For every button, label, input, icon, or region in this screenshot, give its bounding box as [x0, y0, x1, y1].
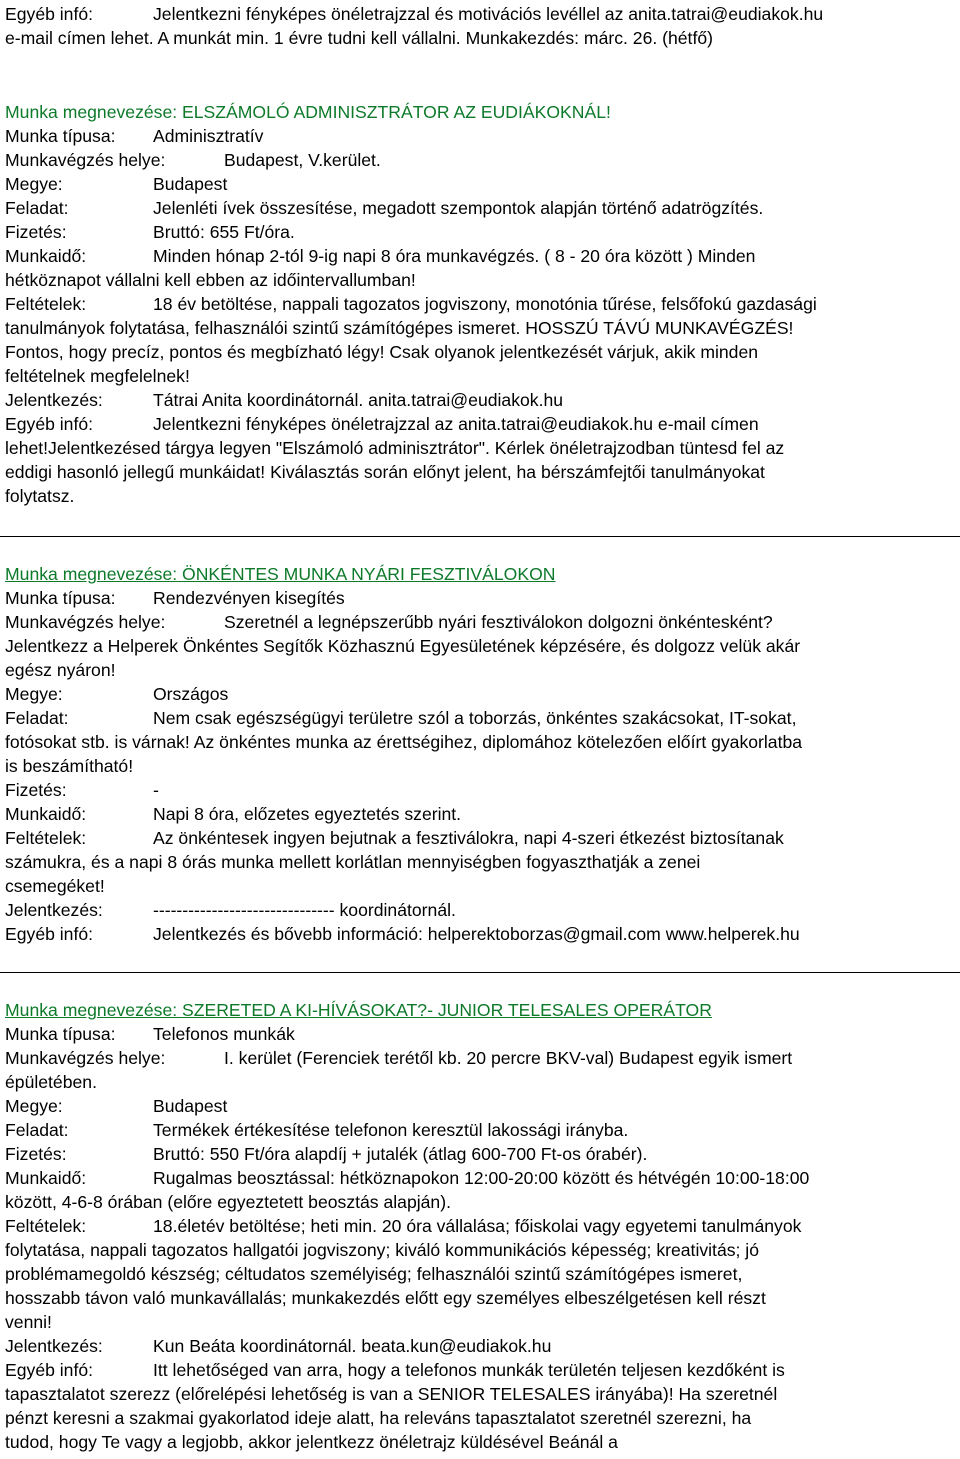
text-line: eddigi hasonló jellegű munkáidat! Kiválasztás során előnyt jelent, ha bérszámfejtői tanulmányokat [5, 462, 765, 482]
job-listing-3 [5, 998, 809, 1454]
value-munkaido: Napi 8 óra, előzetes egyeztetés szerint. [153, 804, 462, 824]
value-fizetes: Bruttó: 655 Ft/óra. [153, 222, 295, 242]
value-jelentkezes: ------------------------------- koordinátornál. [153, 900, 456, 920]
value-egyeb: Jelentkezni fényképes önéletrajzzal és motivációs levéllel az anita.tatrai@eudiakok.hu [153, 4, 824, 24]
text-line: hosszabb távon való munkavállalás; munkakezdés előtt egy személyes elbeszélgetésen kell részt [5, 1288, 766, 1308]
text-line: folytatsz. [5, 486, 75, 506]
text-line: Jelentkezz a Helperek Önkéntes Segítők Közhasznú Egyesületének képzésére, és dolgozz velük akár [5, 636, 801, 656]
top-block [5, 2, 823, 50]
value-megye: Budapest [153, 1096, 228, 1116]
value-feltetelek: 18 év betöltése, nappali tagozatos jogviszony, monotónia tűrése, felsőfokú gazdasági [153, 294, 817, 314]
value-feladat: Jelenléti ívek összesítése, megadott szempontok alapján történő adatrögzítés. [153, 198, 764, 218]
label-feladat: Feladat: [5, 1120, 69, 1140]
text-line: épületében. [5, 1072, 97, 1092]
text-line: e-mail címen lehet. A munkát min. 1 évre tudni kell vállalni. Munkakezdés: márc. 26. (hétfő) [5, 28, 713, 48]
label-megye: Megye: [5, 174, 63, 194]
job-title: Munka megnevezése: SZERETED A KI-HÍVÁSOKAT?- JUNIOR TELESALES OPERÁTOR [5, 1000, 712, 1020]
value-feladat: Nem csak egészségügyi területre szól a toborzás, önkéntes szakácsokat, IT-sokat, [153, 708, 797, 728]
value-jelentkezes: Kun Beáta koordinátornál. beata.kun@eudiakok.hu [153, 1336, 552, 1356]
value-egyeb: Jelentkezés és bővebb információ: helperektoborzas@gmail.com www.helperek.hu [153, 924, 800, 944]
job-title: Munka megnevezése: ÖNKÉNTES MUNKA NYÁRI FESZTIVÁLOKON [5, 564, 556, 584]
text-line: is beszámítható! [5, 756, 134, 776]
label-tipus: Munka típusa: [5, 126, 116, 146]
label-jelentkezes: Jelentkezés: [5, 390, 103, 410]
label-jelentkezes: Jelentkezés: [5, 1336, 103, 1356]
text-line: tudod, hogy Te vagy a legjobb, akkor jelentkezz önéletrajz küldésével Beánál a [5, 1432, 618, 1452]
text-line: lehet!Jelentkezésed tárgya legyen "Elszámoló adminisztrátor". Kérlek önéletrajzodban tüntesd fel az [5, 438, 785, 458]
label-feltetelek: Feltételek: [5, 294, 87, 314]
text-line: pénzt keresni a szakmai gyakorlatod ideje alatt, ha releváns tapasztalatot szeretnél szerezni, ha [5, 1408, 752, 1428]
label-fizetes: Fizetés: [5, 222, 67, 242]
label-egyeb: Egyéb infó: [5, 924, 94, 944]
text-line: tapasztalatot szerezz (előrelépési lehetőség is van a SENIOR TELESALES irányába)! Ha szeretnél [5, 1384, 778, 1404]
label-feltetelek: Feltételek: [5, 828, 87, 848]
value-hely: Szeretnél a legnépszerűbb nyári fesztiválokon dolgozni önkéntesként? [224, 612, 773, 632]
label-munkaido: Munkaidő: [5, 1168, 87, 1188]
separator-line [0, 536, 960, 537]
job-listing-2 [5, 562, 802, 946]
value-jelentkezes: Tátrai Anita koordinátornál. anita.tatrai@eudiakok.hu [153, 390, 564, 410]
text-line: Fontos, hogy precíz, pontos és megbízható légy! Csak olyanok jelentkezését várjuk, akik minden [5, 342, 759, 362]
label-megye: Megye: [5, 684, 63, 704]
text-line: fotósokat stb. is várnak! Az önkéntes munka az érettségihez, diplomához kötelezően előírt gyakorlatba [5, 732, 803, 752]
label-egyeb: Egyéb infó: [5, 414, 94, 434]
label-megye: Megye: [5, 1096, 63, 1116]
text-line: problémamegoldó készség; céltudatos személyiség; felhasználói szintű számítógépes ismeret, [5, 1264, 743, 1284]
value-feladat: Termékek értékesítése telefonon keresztül lakossági irányba. [153, 1120, 629, 1140]
value-hely: Budapest, V.kerület. [224, 150, 381, 170]
value-megye: Országos [153, 684, 229, 704]
job-title: Munka megnevezése: ELSZÁMOLÓ ADMINISZTRÁTOR AZ EUDIÁKOKNÁL! [5, 102, 611, 122]
label-fizetes: Fizetés: [5, 780, 67, 800]
label-munkaido: Munkaidő: [5, 246, 87, 266]
label-munkaido: Munkaidő: [5, 804, 87, 824]
value-munkaido: Minden hónap 2-tól 9-ig napi 8 óra munkavégzés. ( 8 - 20 óra között ) Minden [153, 246, 756, 266]
text-line: csemegéket! [5, 876, 105, 896]
text-line: feltételnek megfelelnek! [5, 366, 190, 386]
value-tipus: Adminisztratív [153, 126, 264, 146]
text-line: venni! [5, 1312, 52, 1332]
value-tipus: Rendezvényen kisegítés [153, 588, 345, 608]
label-jelentkezes: Jelentkezés: [5, 900, 103, 920]
value-fizetes: Bruttó: 550 Ft/óra alapdíj + jutalék (átlag 600-700 Ft-os órabér). [153, 1144, 648, 1164]
value-fizetes: - [153, 780, 159, 800]
value-munkaido: Rugalmas beosztással: hétköznapokon 12:00-20:00 között és hétvégén 10:00-18:00 [153, 1168, 810, 1188]
label-feladat: Feladat: [5, 198, 69, 218]
value-feltetelek: Az önkéntesek ingyen bejutnak a fesztiválokra, napi 4-szeri étkezést biztosítanak [153, 828, 784, 848]
value-megye: Budapest [153, 174, 228, 194]
text-line: hétköznapot vállalni kell ebben az időintervallumban! [5, 270, 416, 290]
value-egyeb: Itt lehetőséged van arra, hogy a telefonos munkák területén teljesen kezdőként is [153, 1360, 785, 1380]
label-egyeb: Egyéb infó: [5, 4, 94, 24]
text-line: egész nyáron! [5, 660, 116, 680]
separator-line [0, 972, 960, 973]
text-line: folytatása, nappali tagozatos hallgatói jogviszony; kiváló kommunikációs képesség; kreativitás; jó [5, 1240, 759, 1260]
value-tipus: Telefonos munkák [153, 1024, 295, 1044]
text-line: számukra, és a napi 8 órás munka mellett korlátlan mennyiségben fogyaszthatják a zenei [5, 852, 701, 872]
label-tipus: Munka típusa: [5, 588, 116, 608]
value-egyeb: Jelentkezni fényképes önéletrajzzal az anita.tatrai@eudiakok.hu e-mail címen [153, 414, 759, 434]
label-hely: Munkavégzés helye: [5, 612, 166, 632]
value-hely: I. kerület (Ferenciek terétől kb. 20 percre BKV-val) Budapest egyik ismert [224, 1048, 793, 1068]
label-egyeb: Egyéb infó: [5, 1360, 94, 1380]
label-fizetes: Fizetés: [5, 1144, 67, 1164]
label-hely: Munkavégzés helye: [5, 1048, 166, 1068]
label-feltetelek: Feltételek: [5, 1216, 87, 1236]
label-tipus: Munka típusa: [5, 1024, 116, 1044]
text-line: tanulmányok folytatása, felhasználói szintű számítógépes ismeret. HOSSZÚ TÁVÚ MUNKAVÉGZÉS! [5, 318, 794, 338]
label-feladat: Feladat: [5, 708, 69, 728]
job-listing-1 [5, 100, 817, 508]
label-hely: Munkavégzés helye: [5, 150, 166, 170]
value-feltetelek: 18.életév betöltése; heti min. 20 óra vállalása; főiskolai vagy egyetemi tanulmányok [153, 1216, 802, 1236]
text-line: között, 4-6-8 órában (előre egyeztetett beosztás alapján). [5, 1192, 451, 1212]
